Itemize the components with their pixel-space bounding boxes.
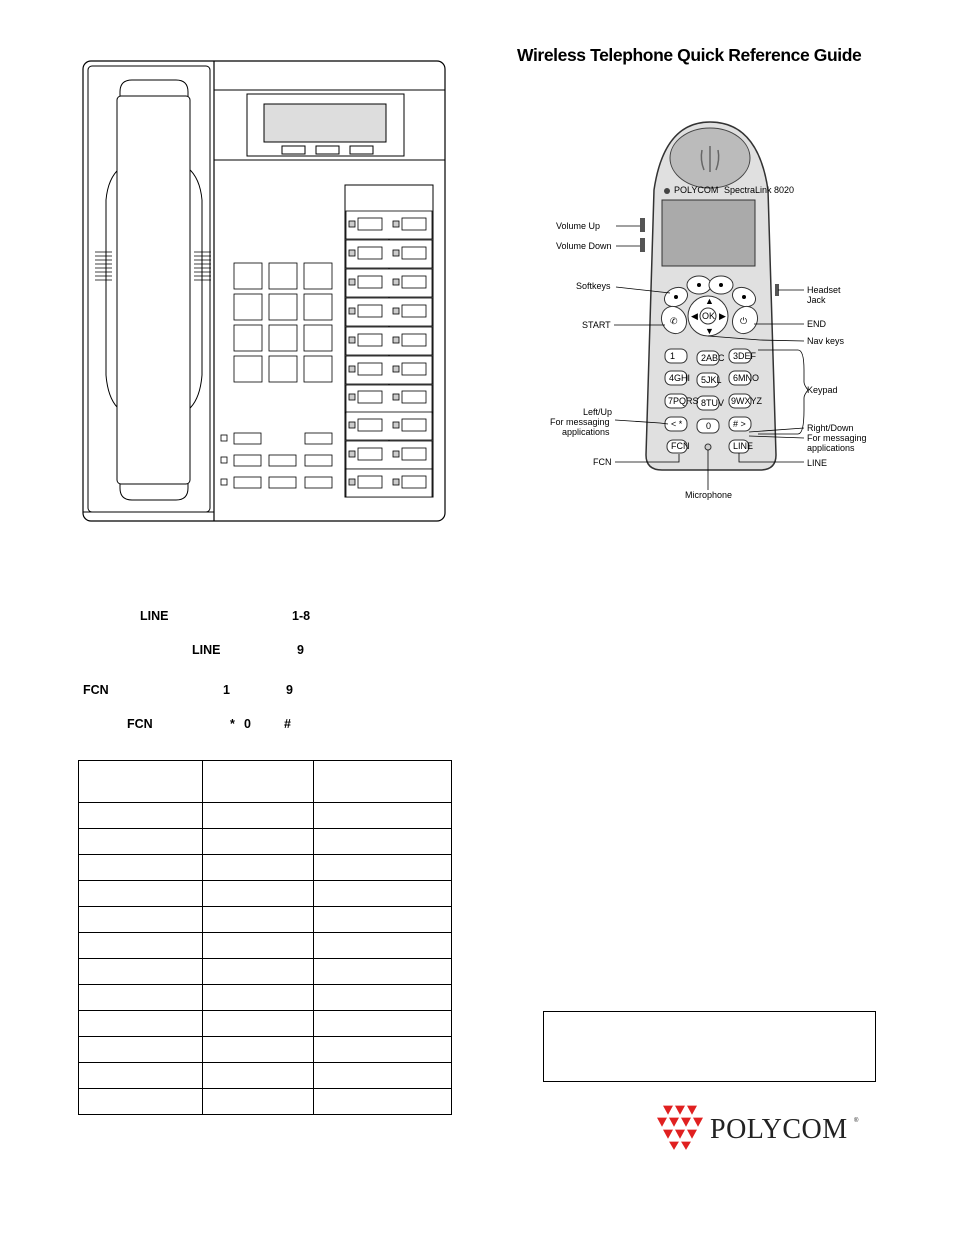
ok-key-label: OK [702, 311, 716, 321]
handset-brand-text: POLYCOM [674, 185, 719, 195]
table-row [79, 1063, 452, 1089]
page-title: Wireless Telephone Quick Reference Guide [517, 45, 862, 65]
label-left-up-3: applications [562, 427, 610, 437]
line-key: LINE [733, 441, 754, 451]
label-right-down-1: Right/Down [807, 423, 854, 433]
table-row [79, 803, 452, 829]
instruction-1-key-range: 1-8 [292, 609, 311, 623]
svg-text:▶: ▶ [719, 311, 726, 321]
label-line: LINE [807, 458, 828, 468]
key-3: 3DEF [733, 351, 757, 361]
svg-text:✆: ✆ [670, 316, 678, 326]
key-9: 9WXYZ [731, 396, 763, 406]
fcn-key: FCN [671, 441, 690, 451]
key-1: 1 [670, 351, 676, 361]
label-right-down-2: For messaging [807, 433, 867, 443]
table-row [79, 933, 452, 959]
label-nav-keys: Nav keys [807, 336, 845, 346]
svg-text:◀: ◀ [691, 311, 698, 321]
instruction-3-key-one: 1 [223, 683, 230, 697]
table-header-row [79, 761, 452, 803]
instruction-1-key-line: LINE [140, 609, 169, 623]
table-row [79, 1011, 452, 1037]
instruction-3-key-fcn: FCN [83, 683, 109, 697]
table-row [79, 1037, 452, 1063]
handset-model-text: SpectraLink 8020 [724, 185, 795, 195]
table-row [79, 907, 452, 933]
label-end: END [807, 319, 827, 329]
label-headset-2: Jack [807, 295, 826, 305]
desk-phone-diagram [80, 60, 448, 525]
wireless-handset-diagram [540, 110, 870, 505]
instruction-2-key-line: LINE [192, 643, 221, 657]
label-microphone: Microphone [685, 490, 733, 500]
table-row [79, 959, 452, 985]
label-left-up-1: Left/Up [583, 407, 613, 417]
logo-wordmark: POLYCOM [710, 1114, 848, 1145]
label-softkeys: Softkeys [576, 281, 611, 291]
note-box [543, 1011, 876, 1082]
key-8: 8TUV [701, 398, 725, 408]
svg-text:®: ® [854, 1118, 859, 1124]
instruction-4-key-zero: 0 [244, 717, 251, 731]
instruction-4-key-star: * [230, 717, 235, 731]
label-keypad: Keypad [807, 385, 838, 395]
instruction-3-key-nine: 9 [286, 683, 293, 697]
table-row [79, 829, 452, 855]
label-right-down-3: applications [807, 443, 855, 453]
svg-text:▲: ▲ [705, 296, 714, 306]
label-headset-1: Headset [807, 285, 841, 295]
instruction-4-key-hash: # [284, 717, 291, 731]
table-row [79, 985, 452, 1011]
key-5: 5JKL [701, 375, 722, 385]
label-left-up-2: For messaging [550, 417, 610, 427]
polycom-logo-icon [664, 188, 670, 194]
key-4: 4GHI [669, 373, 691, 383]
instruction-4-key-fcn: FCN [127, 717, 153, 731]
polycom-logo [648, 1103, 863, 1153]
label-start: START [582, 320, 611, 330]
table-row [79, 855, 452, 881]
table-row [79, 881, 452, 907]
label-volume-up: Volume Up [556, 221, 601, 231]
label-volume-down: Volume Down [556, 241, 612, 251]
key-6: 6MNO [733, 373, 760, 383]
svg-text:▼: ▼ [705, 326, 714, 336]
instruction-2-key-nine: 9 [297, 643, 304, 657]
key-star: < * [671, 419, 683, 429]
key-2: 2ABC [701, 353, 725, 363]
table-row [79, 1089, 452, 1115]
label-fcn: FCN [593, 457, 612, 467]
reference-table [78, 760, 452, 1115]
key-7: 7PQRS [668, 396, 699, 406]
key-0: 0 [706, 421, 712, 431]
handset-display [662, 200, 755, 266]
svg-text:⏻: ⏻ [740, 316, 748, 326]
key-hash: # > [733, 419, 746, 429]
